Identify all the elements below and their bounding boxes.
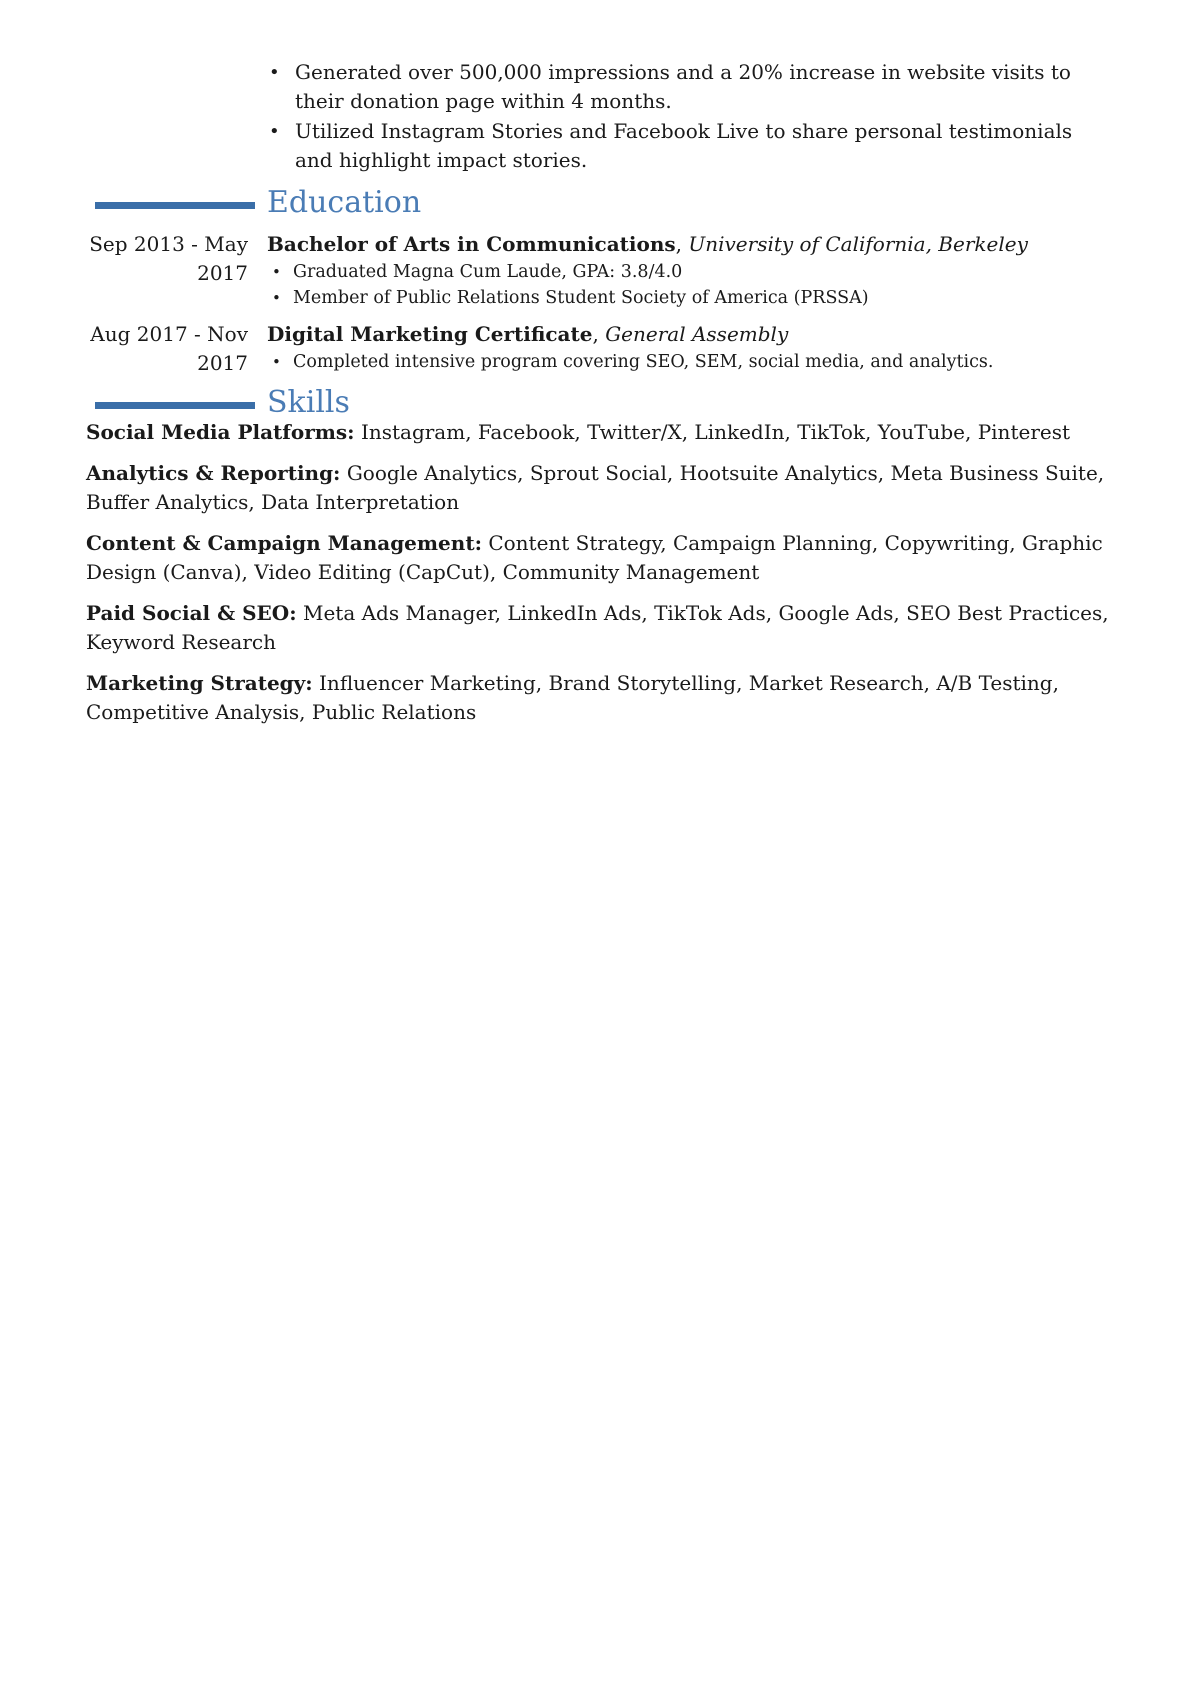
entry-bullets [267, 259, 1107, 311]
entry-heading: Bachelor of Arts in Communications, University of California, Berkeley [267, 232, 1028, 256]
skill-row [86, 529, 1111, 587]
skill-value: Instagram, Facebook, Twitter/X, LinkedIn, TikTok, YouTube, Pinterest [360, 420, 1071, 444]
list-item: • Utilized Instagram Stories and Facebook Live to share personal testimonials and highlight impact stories. [267, 117, 1107, 175]
list-item: • Graduated Magna Cum Laude, GPA: 3.8/4.0 [267, 259, 1107, 285]
list-item: • Completed intensive program covering SEO, SEM, social media, and analytics. [267, 349, 1107, 375]
list-item: • Member of Public Relations Student Society of America (PRSSA) [267, 285, 1107, 311]
skill-label: Content & Campaign Management: [86, 531, 482, 555]
skill-label: Social Media Platforms: [86, 420, 355, 444]
entry-date: Aug 2017 - Nov 2017 [90, 322, 248, 375]
skill-row [86, 459, 1111, 517]
section-title: Education [267, 185, 422, 220]
skill-value: Content Strategy, Campaign Planning, Copywriting, Graphic Design (Canva), Video Editing (CapCut), Community Management [86, 531, 1103, 584]
degree: Digital Marketing Certificate [267, 322, 593, 346]
list-item: • Generated over 500,000 impressions and a 20% increase in website visits to their donation page within 4 months. [267, 58, 1107, 116]
skills-list [86, 418, 1111, 739]
skill-row [86, 599, 1111, 657]
skill-label: Analytics & Reporting: [86, 461, 341, 485]
experience-continuation-list [267, 58, 1107, 176]
skill-row [86, 418, 1111, 447]
skill-label: Paid Social & SEO: [86, 601, 297, 625]
skills-section-header [95, 386, 1095, 422]
entry-date: Sep 2013 - May 2017 [89, 232, 248, 285]
entry-heading: Digital Marketing Certificate, General Assembly [267, 322, 789, 346]
section-accent-bar [95, 202, 255, 209]
entry-body [267, 320, 1107, 375]
entry-bullets [267, 349, 1107, 375]
institution: University of California, Berkeley [688, 232, 1028, 256]
skill-value: Meta Ads Manager, LinkedIn Ads, TikTok Ads, Google Ads, SEO Best Practices, Keyword Research [86, 601, 1109, 654]
entry-body [267, 230, 1107, 311]
institution: General Assembly [605, 322, 789, 346]
education-section-header [95, 186, 1095, 222]
skill-value: Google Analytics, Sprout Social, Hootsuite Analytics, Meta Business Suite, Buffer Analytics, Data Interpretation [86, 461, 1105, 514]
skill-row [86, 669, 1111, 727]
section-title: Skills [267, 385, 350, 420]
degree: Bachelor of Arts in Communications [267, 232, 676, 256]
skill-label: Marketing Strategy: [86, 671, 313, 695]
skill-value: Influencer Marketing, Brand Storytelling, Market Research, A/B Testing, Competitive Analysis, Public Relations [86, 671, 1059, 724]
section-accent-bar [95, 402, 255, 409]
